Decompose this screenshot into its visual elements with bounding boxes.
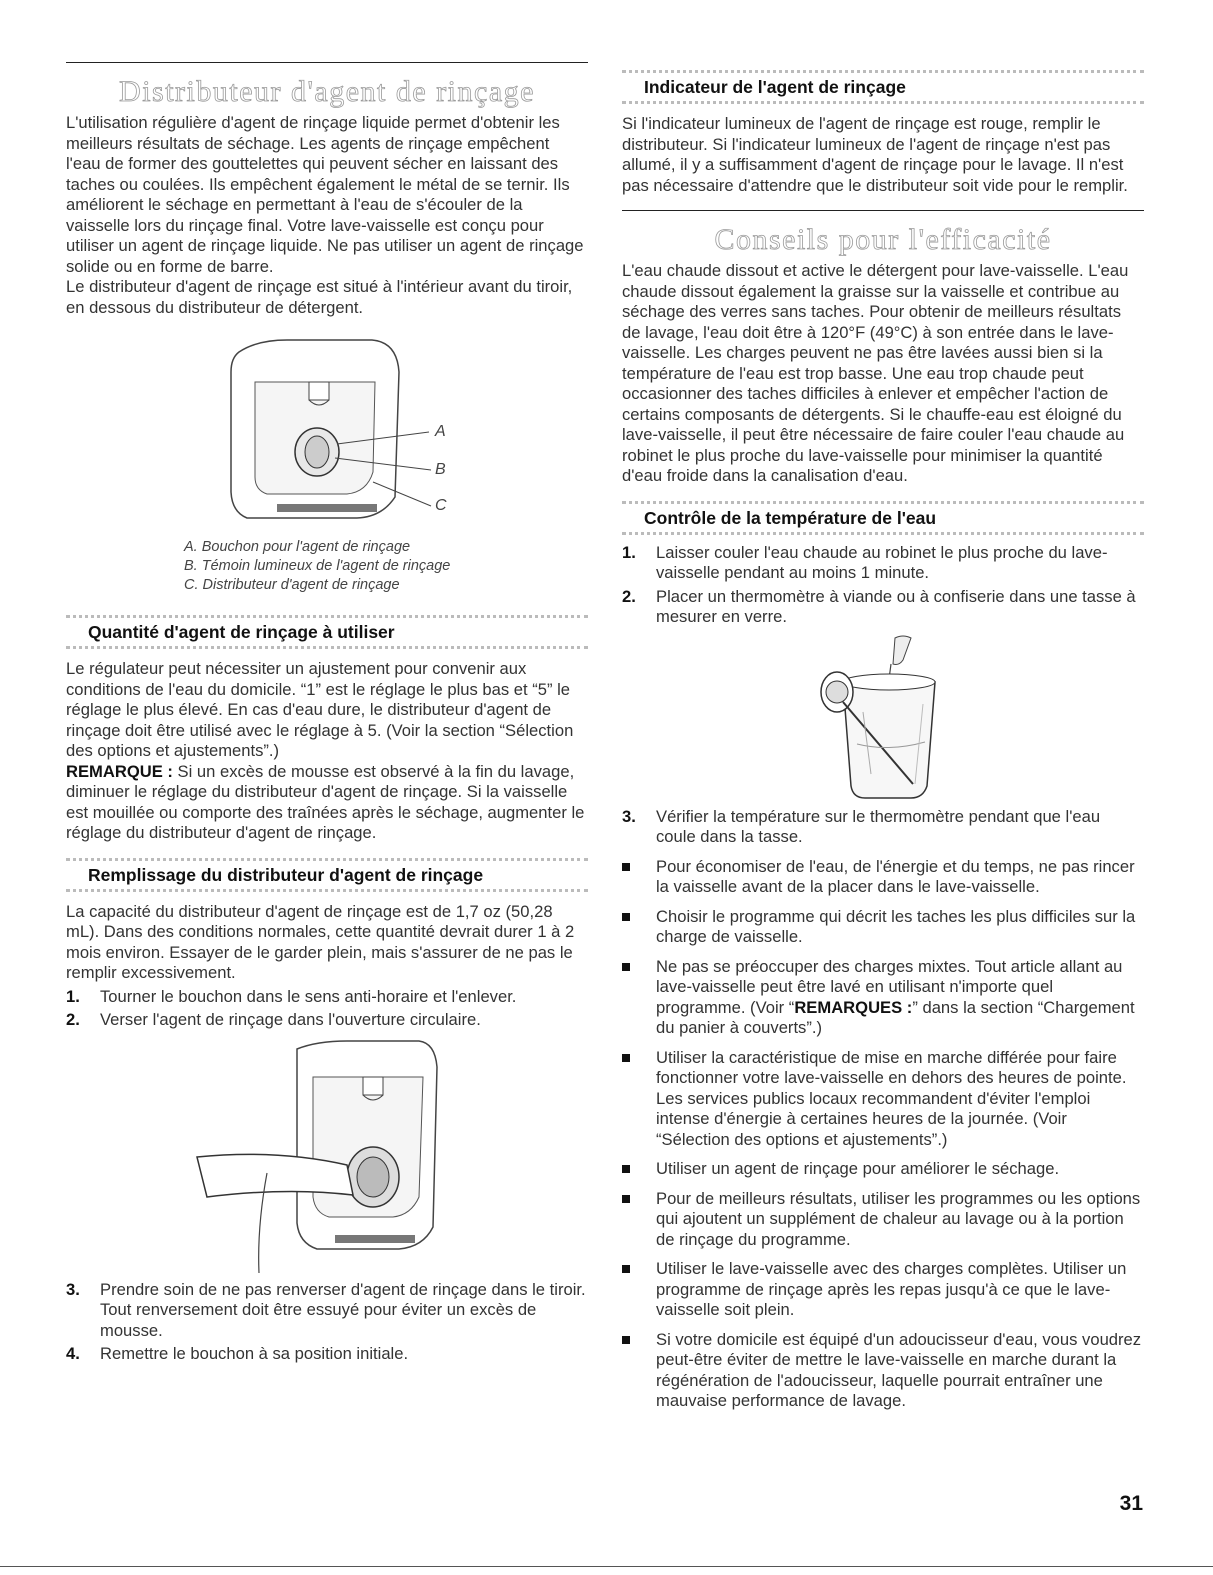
intro-paragraph: L'utilisation régulière d'agent de rinçage liquide permet d'obtenir les meilleurs résultats de séchage. Les agents de rinçage empêchent l'eau de former des gouttelettes qui peuvent sécher en laissant des taches ou coulées. Ils empêchent également le métal de se ternir. Ils améliorent le séchage en permettant à l'eau de s'écouler de la vaisselle lors du rinçage final. Votre lave-vaisselle est conçu pour utiliser un agent de rinçage liquide. Ne pas utiliser un agent de rinçage solide ou en forme de barre. bbox=[66, 113, 584, 276]
list-item: Ne pas se préoccuper des charges mixtes. Tout article allant au lave-vaisselle peut être lavé en utilisant n'importe quel programme. (Voir “REMARQUES :” dans la section “Chargement du panier à couverts”.) bbox=[622, 957, 1144, 1039]
dotted-divider bbox=[622, 532, 1144, 535]
list-item: 3. Prendre soin de ne pas renverser d'agent de rinçage dans le tiroir. Tout renversement doit être essuyé pour éviter un excès de mousse. bbox=[66, 1279, 586, 1340]
callout-b: B bbox=[435, 461, 446, 478]
list-item: Utiliser le lave-vaisselle avec des charges complètes. Utiliser un programme de rinçage après les repas jusqu'à ce que le lave-vaisselle soit plein. bbox=[622, 1259, 1144, 1321]
dotted-divider bbox=[66, 889, 588, 892]
bullet-icon bbox=[622, 1165, 630, 1173]
rinse-aid-dispenser-illustration bbox=[177, 332, 477, 532]
dotted-divider bbox=[622, 70, 1144, 73]
tips-paragraph: L'eau chaude dissout et active le détergent pour lave-vaisselle. L'eau chaude dissout également la graisse sur la vaisselle et contribue au séchage des verres sans taches. Pour obtenir de meilleurs résultats de lavage, l'eau doit être à 120°F (49°C) à son entrée dans le lave-vaisselle. Les charges peuvent ne pas être lavées aussi bien si la température de l'eau est trop basse. Une eau trop chaude peut occasionner des taches difficiles à enlever et empêcher l'action de certains composants de détergents. Si le chauffe-eau est éloigné du lave-vaisselle, il peut être nécessaire de faire couler l'eau chaude au robinet le plus proche du lave-vaisselle pour minimiser la quantité d'eau froide dans la canalisation d'eau. bbox=[622, 261, 1129, 485]
bullet-icon bbox=[622, 1336, 630, 1344]
list-item: Choisir le programme qui décrit les taches les plus difficiles sur la charge de vaisselle. bbox=[622, 907, 1144, 948]
figure-caption-a: A. Bouchon pour l'agent de rinçage bbox=[184, 539, 411, 555]
list-item: 2. Verser l'agent de rinçage dans l'ouverture circulaire. bbox=[66, 1010, 481, 1029]
list-item: 2. Placer un thermomètre à viande ou à confiserie dans une tasse à mesurer en verre. bbox=[622, 586, 1136, 626]
list-item: 1. Tourner le bouchon dans le sens anti-horaire et l'enlever. bbox=[66, 986, 517, 1006]
callout-a: A bbox=[435, 423, 446, 440]
quantity-paragraph: Le régulateur peut nécessiter un ajustement pour convenir aux conditions de l'eau du domicile. “1” est le réglage le plus bas et “5” le réglage le plus élevé. En cas d'eau dure, le distributeur d'agent de rinçage doit être utilisé avec le réglage à 5. (Voir la section “Sélection des options et ajustements”.) bbox=[66, 659, 574, 760]
dotted-divider bbox=[622, 501, 1144, 504]
list-item: Pour économiser de l'eau, de l'énergie et du temps, ne pas rincer la vaisselle avant de la placer dans le lave-vaisselle. bbox=[622, 857, 1144, 898]
dotted-divider bbox=[66, 858, 588, 861]
section-title-rinse-aid-dispenser: Distributeur d'agent de rinçage bbox=[119, 75, 535, 108]
list-item: Si votre domicile est équipé d'un adoucisseur d'eau, vous voudrez peut-être éviter de mettre le lave-vaisselle en marche durant la régénération de l'adoucisseur, laquelle pourrait entraîner une mauvaise performance de lavage. bbox=[622, 1330, 1144, 1412]
thermometer-cup-illustration bbox=[803, 634, 963, 804]
quantity-note bbox=[66, 762, 588, 844]
dotted-divider bbox=[66, 646, 588, 649]
filling-paragraph: La capacité du distributeur d'agent de rinçage est de 1,7 oz (50,28 mL). Dans des conditions normales, cette quantité devrait durer 1 à 2 mois environ. Essayer de le garder plein, mais s'assurer de ne pas le remplir excessivement. bbox=[66, 901, 575, 982]
section-title-efficiency-tips: Conseils pour l'efficacité bbox=[714, 223, 1052, 256]
right-column bbox=[622, 70, 1144, 1412]
page-number: 31 bbox=[1119, 1492, 1143, 1515]
bullet-icon bbox=[622, 1265, 630, 1273]
figure-caption-b: B. Témoin lumineux de l'agent de rinçage bbox=[184, 558, 451, 574]
section-rule bbox=[622, 210, 1144, 211]
location-paragraph: Le distributeur d'agent de rinçage est situé à l'intérieur avant du tiroir, en dessous du distributeur de détergent. bbox=[66, 277, 573, 317]
note-label: REMARQUE : bbox=[66, 761, 173, 781]
dotted-divider bbox=[66, 615, 588, 618]
filling-dispenser-illustration bbox=[167, 1037, 487, 1277]
indicator-paragraph: Si l'indicateur lumineux de l'agent de rinçage est rouge, remplir le distributeur. Si l'indicateur lumineux de l'agent de rinçage n'est pas allumé, il y a suffisamment d'agent de rinçage pour le lavage. Il n'est pas nécessaire d'attendre que le distributeur soit vide pour le remplir. bbox=[622, 114, 1128, 195]
list-item: Utiliser un agent de rinçage pour améliorer le séchage. bbox=[622, 1159, 1144, 1180]
list-item: Utiliser la caractéristique de mise en marche différée pour faire fonctionner votre lave-vaisselle en dehors des heures de pointe. Les services publics locaux recommandent d'éviter l'emploi intense d'énergie à certaines heures de la journée. (Voir “Sélection des options et ajustements”.) bbox=[622, 1048, 1144, 1151]
heading-rinse-aid-quantity: Quantité d'agent de rinçage à utiliser bbox=[88, 622, 395, 642]
list-item: 1. Laisser couler l'eau chaude au robinet le plus proche du lave-vaisselle pendant au moins 1 minute. bbox=[622, 542, 1108, 582]
bottom-rule bbox=[0, 1566, 1213, 1567]
bullet-icon bbox=[622, 863, 630, 871]
list-item: 4. Remettre le bouchon à sa position initiale. bbox=[66, 1344, 409, 1363]
figure-caption-c: C. Distributeur d'agent de rinçage bbox=[184, 577, 400, 593]
heading-rinse-aid-indicator: Indicateur de l'agent de rinçage bbox=[644, 77, 906, 97]
bullet-icon bbox=[622, 1054, 630, 1062]
section-rule bbox=[66, 62, 588, 63]
list-item: Pour de meilleurs résultats, utiliser les programmes ou les options qui ajoutent un supplément de chaleur au lavage ou à la portion de rinçage du programme. bbox=[622, 1189, 1144, 1251]
callout-c: C bbox=[435, 497, 447, 514]
heading-water-temperature: Contrôle de la température de l'eau bbox=[644, 507, 937, 528]
list-item: 3. Vérifier la température sur le thermomètre pendant que l'eau coule dans la tasse. bbox=[622, 806, 1101, 846]
bullet-icon bbox=[622, 913, 630, 921]
bullet-icon bbox=[622, 963, 630, 971]
heading-filling-dispenser: Remplissage du distributeur d'agent de rinçage bbox=[88, 864, 484, 885]
dotted-divider bbox=[622, 101, 1144, 104]
bullet-icon bbox=[622, 1195, 630, 1203]
note-text: Si un excès de mousse est observé à la fin du lavage, diminuer le réglage du distributeur d'agent de rinçage. Si la vaisselle est mouillée ou comporte des traînées après le séchage, augmenter le réglage du distributeur d'agent de rinçage. bbox=[66, 761, 585, 842]
left-column bbox=[66, 62, 588, 1365]
